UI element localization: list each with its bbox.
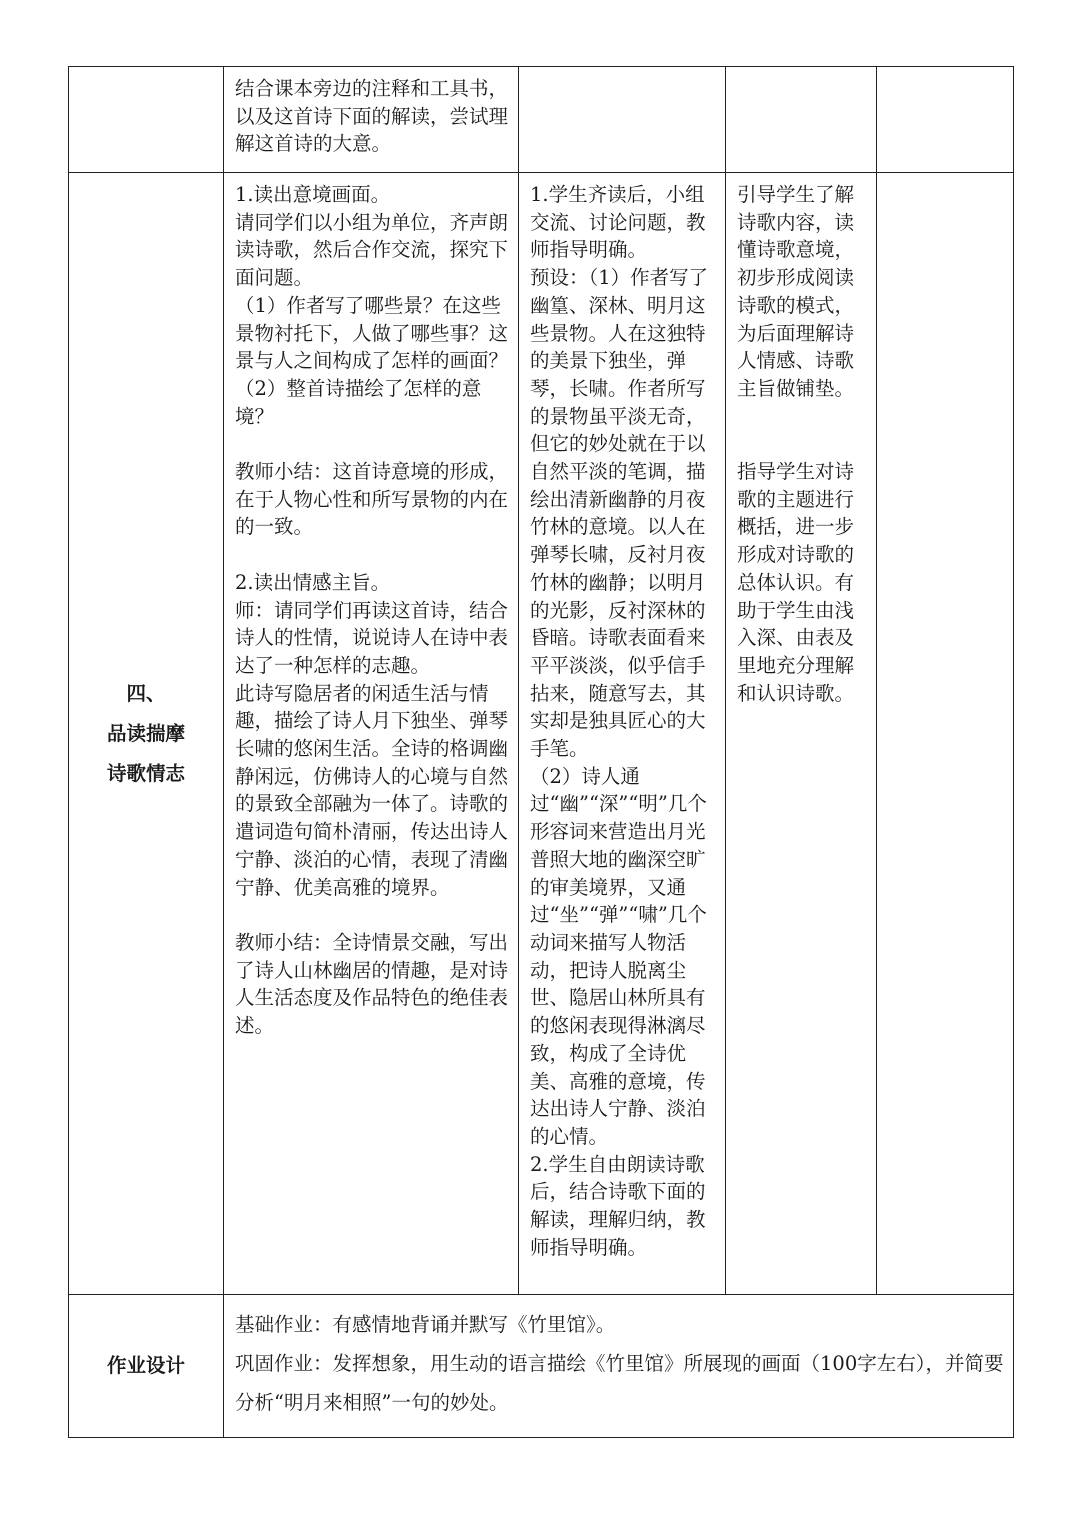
student-activity-cell <box>519 173 726 1295</box>
student-step2: 2.学生自由朗读诗歌后，结合诗歌下面的解读，理解归纳，教师指导明确。 <box>530 1152 706 1259</box>
teacher-activity-text: 结合课本旁边的注释和工具书，以及这首诗下面的解读，尝试理解这首诗的大意。 <box>235 77 509 156</box>
design-intent-cell <box>726 173 877 1295</box>
spacer <box>737 403 868 431</box>
teacher-step2-heading: 2.读出情感主旨。 <box>235 570 391 594</box>
homework-label: 作业设计 <box>106 1354 185 1377</box>
intent-cell-empty <box>726 67 877 173</box>
stage-label-cell <box>69 173 224 1295</box>
spacer <box>235 430 510 458</box>
stage-title-line2: 诗歌情志 <box>106 761 185 785</box>
student-preset-2: （2）诗人通过“幽”“深”“明”几个形容词来营造出月光普照大地的幽深空旷的审美境界，又通过“坐”“弹”“啸”几个动词来描写人物活动，把诗人脱离尘世、隐居山林所具有的悠闲表现得淋漓尽致，构成了全诗优美、高雅的意境，传达出诗人宁静、淡泊的心情。 <box>530 764 707 1148</box>
extra-cell-empty <box>877 67 1014 173</box>
teacher-question-1: （1）作者写了哪些景？在这些景物衬托下，人做了哪些事？这景与人之间构成了怎样的画面？ <box>235 293 509 373</box>
spacer <box>737 430 868 458</box>
homework-consolidate: 巩固作业：发挥想象，用生动的语言描绘《竹里馆》所展现的画面（100字左右），并简要分析“明月来相照”一句的妙处。 <box>235 1352 1004 1414</box>
teacher-analysis: 此诗写隐居者的闲适生活与情趣，描绘了诗人月下独坐、弹琴长啸的悠闲生活。全诗的格调幽静闲远，仿佛诗人的心境与自然的景致全部融为一体了。诗歌的遣词造句简朴清丽，传达出诗人宁静、淡泊的心情，表现了清幽宁静、优美高雅的境界。 <box>235 681 509 899</box>
table-row-homework <box>69 1295 1014 1438</box>
teacher-summary-1: 教师小结：这首诗意境的形成，在于人物心性和所写景物的内在的一致。 <box>235 460 509 539</box>
student-activity-cell-empty <box>519 67 726 173</box>
stage-number: 四、 <box>126 681 166 705</box>
teacher-step1-heading: 1.读出意境画面。 <box>235 183 391 206</box>
teacher-activity-cell <box>224 173 519 1295</box>
table-row-stage4 <box>69 173 1014 1295</box>
student-step1: 1.学生齐读后，小组交流、讨论问题，教师指导明确。 <box>530 183 706 262</box>
intent-1: 引导学生了解诗歌内容，读懂诗歌意境，初步形成阅读诗歌的模式，为后面理解诗人情感、诗歌主旨做铺垫。 <box>737 183 855 400</box>
spacer <box>235 901 510 929</box>
table-row-top <box>69 67 1014 173</box>
lesson-plan-table <box>68 66 1014 1438</box>
spacer <box>235 541 510 569</box>
extra-cell-empty <box>877 173 1014 1295</box>
teacher-step1-instruction: 请同学们以小组为单位，齐声朗读诗歌，然后合作交流，探究下面问题。 <box>235 210 509 290</box>
homework-content-cell <box>224 1295 1014 1438</box>
stage-title-line1: 品读揣摩 <box>106 721 185 745</box>
student-preset-1: 预设：（1）作者写了幽篁、深林、明月这些景物。人在这独特的美景下独坐，弹琴，长啸。作者所写的景物虽平淡无奇，但它的妙处就在于以自然平淡的笔调，描绘出清新幽静的月夜竹林的意境。以人在弹琴长啸，反衬月夜竹林的幽静；以明月的光影，反衬深林的昏暗。诗歌表面看来平平淡淡，似乎信手拈来，随意写去，其实却是独具匠心的大手笔。 <box>530 266 709 761</box>
teacher-activity-cell <box>224 67 519 173</box>
stage-cell-empty <box>69 67 224 173</box>
teacher-step2-instruction: 师：请同学们再读这首诗，结合诗人的性情，说说诗人在诗中表达了一种怎样的志趣。 <box>235 598 509 677</box>
homework-basic: 基础作业：有感情地背诵并默写《竹里馆》。 <box>235 1313 616 1336</box>
teacher-question-2: （2）整首诗描绘了怎样的意境？ <box>235 376 482 428</box>
homework-label-cell <box>69 1295 224 1438</box>
teacher-summary-2: 教师小结：全诗情景交融，写出了诗人山林幽居的情趣，是对诗人生活态度及作品特色的绝佳表述。 <box>235 930 509 1038</box>
intent-2: 指导学生对诗歌的主题进行概括，进一步形成对诗歌的总体认识。有助于学生由浅入深、由表及里地充分理解和认识诗歌。 <box>737 460 855 705</box>
